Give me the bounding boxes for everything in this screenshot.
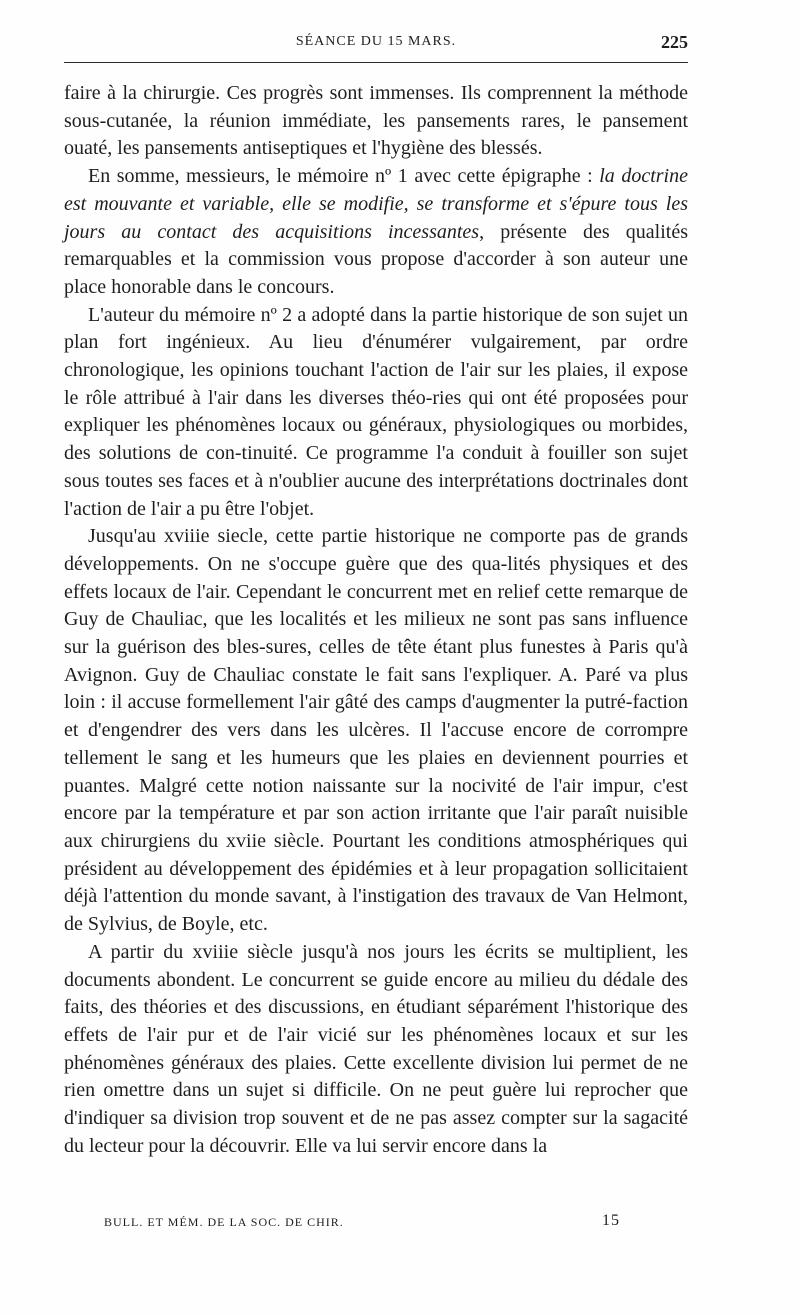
paragraph-1: faire à la chirurgie. Ces progrès sont immenses. Ils comprennent la méthode sous-cutanée, la réunion immédiate, les pansements rares, le pansement ouaté, les pansements antiseptiques et l'hygiène des blessés. — [64, 82, 688, 160]
running-head — [64, 32, 688, 56]
paragraph-2 — [64, 163, 688, 302]
running-title: SÉANCE DU 15 MARS. — [295, 34, 457, 49]
header-rule — [64, 62, 688, 63]
paragraph-3: L'auteur du mémoire nº 2 a adopté dans la partie historique de son sujet un plan fort ingénieux. Au lieu d'énumérer vulgairement, par ordre chronologique, les opinions touchant l'action de l'air sur les plaies, il expose le rôle attribué à l'air dans les diverses théo-ries qui ont été proposées pour expliquer les phénomènes locaux ou généraux, physiologiques ou morbides, des solutions de con-tinuité. Ce programme l'a conduit à fouiller son sujet sous toutes ses faces et à n'oublier aucune des interprétations doctrinales dont l'action de l'air a pu être l'objet. — [64, 303, 688, 520]
page-footer — [64, 1212, 688, 1234]
paragraph-4: Jusqu'au xviiie siecle, cette partie historique ne comporte pas de grands développements. On ne s'occupe guère que des qua-lités physiques et des effets locaux de l'air. Cependant le concurrent met en relief cette remarque de Guy de Chauliac, que les localités et les milieux ne sont pas sans influence sur la guérison des bles-sures, celles de tête étant plus funestes à Paris qu'à Avignon. Guy de Chauliac constate le fait sans l'expliquer. A. Paré va plus loin : il accuse formellement l'air gâté des camps d'augmenter la putré-faction et d'engendrer des vers dans les ulcères. Il l'accuse encore de corrompre tellement le sang et les humeurs que les plaies en deviennent pourries et puantes. Malgré cette notion naissante sur la nocivité de l'air impur, c'est encore par la température et par son action irritante que l'air paraît nuisible aux chirurgiens du xviie siècle. Pourtant les conditions atmosphériques qui président au développement des épidémies et à leur propagation sollicitaient déjà l'attention du monde savant, à l'instigation des travaux de Van Helmont, de Sylvius, de Boyle, etc. — [64, 525, 688, 936]
paragraph-2-lead: En somme, messieurs, le mémoire nº 1 avec cette épigraphe : — [88, 165, 600, 188]
signature-mark: 15 — [602, 1212, 620, 1229]
paragraph-5: A partir du xviiie siècle jusqu'à nos jours les écrits se multiplient, les documents abondent. Le concurrent se guide encore au milieu du dédale des faits, des théories et des discussions, en étudiant séparément l'historique des effets de l'air pur et de l'air vicié sur les phénomènes locaux et sur les phénomènes généraux des plaies. Cette excellente division lui permet de ne rien omettre dans un sujet si difficile. On ne peut guère lui reprocher que d'indiquer sa division trop souvent et de ne pas assez compter sur la sagacité du lecteur pour la découvrir. Elle va lui servir encore dans la — [64, 940, 688, 1157]
epigraph: la doctrine est mouvante et variable, elle se modifie, se transforme et s'épure tous les jours au contact des acquisitions incessantes — [64, 165, 688, 243]
page-number: 225 — [661, 32, 688, 52]
journal-footer: BULL. ET MÉM. DE LA SOC. DE CHIR. — [104, 1215, 344, 1229]
body-text — [64, 80, 688, 1160]
paragraph-2-rest: , présente des qualités remarquables et la commission vous propose d'accorder à son auteur une place honorable dans le concours. — [64, 220, 688, 298]
